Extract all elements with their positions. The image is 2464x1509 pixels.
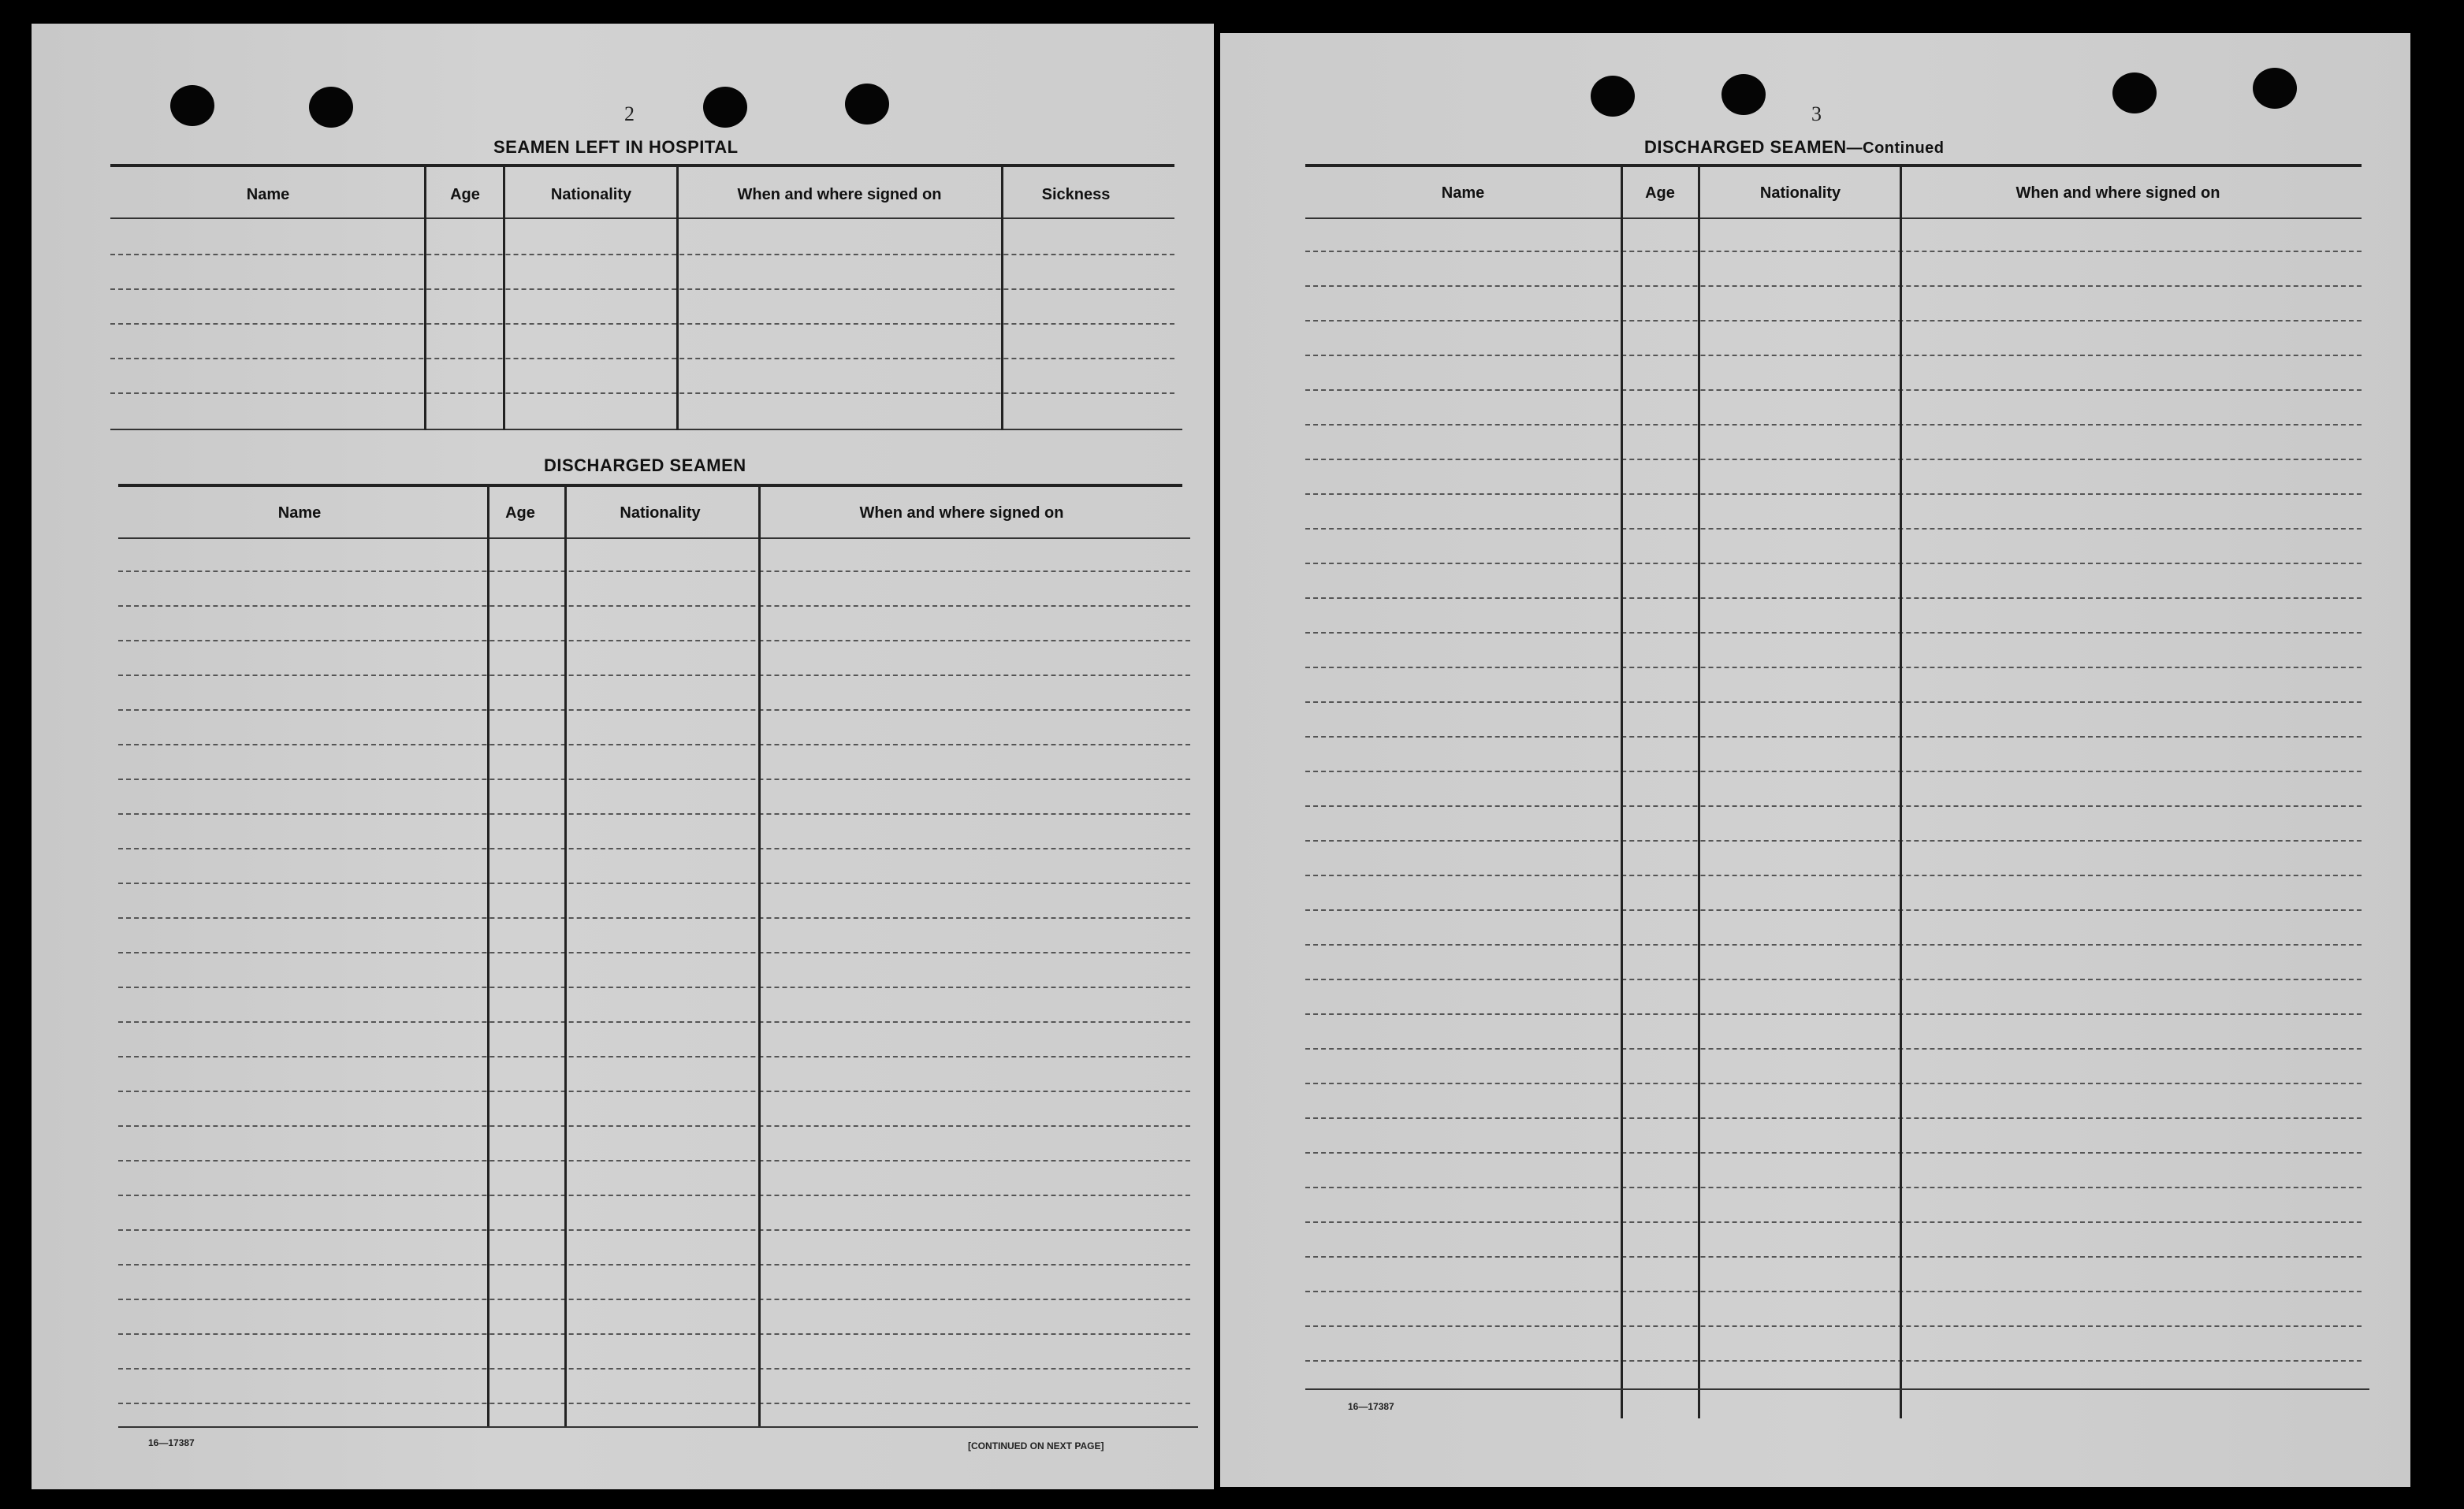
table-row (1305, 701, 2362, 703)
punch-hole (1591, 76, 1635, 117)
table-row (1305, 667, 2362, 668)
punch-hole (1721, 74, 1766, 115)
table-row (1305, 979, 2362, 980)
table-row (118, 1333, 1190, 1335)
table-row (1305, 459, 2362, 460)
table-row (1305, 909, 2362, 911)
table-row (1305, 944, 2362, 946)
table-row (118, 1299, 1190, 1300)
table-row (1305, 1117, 2362, 1119)
table-row (118, 571, 1190, 572)
col-header-age: Age (450, 186, 480, 203)
table-row (118, 1091, 1190, 1092)
table-row (1305, 1187, 2362, 1188)
col-header-nationality: Nationality (620, 504, 701, 522)
column-divider (503, 165, 505, 430)
column-divider (564, 485, 567, 1428)
table-row (118, 917, 1190, 919)
col-header-name: Name (1441, 184, 1485, 202)
table-row (118, 1021, 1190, 1023)
title-text: DISCHARGED SEAMEN (1644, 137, 1847, 157)
discharged-continued-title (1644, 137, 1945, 158)
table-bottom-rule (1305, 1388, 2369, 1390)
punch-hole (170, 85, 214, 126)
table-row (1305, 597, 2362, 599)
left-page (32, 24, 1214, 1489)
table-row (1305, 285, 2362, 287)
page-number: 3 (1811, 102, 1822, 125)
col-header-age: Age (1645, 184, 1675, 202)
table-row (1305, 736, 2362, 738)
punch-hole (2253, 68, 2297, 109)
punch-hole (2112, 72, 2157, 113)
table-row (110, 288, 1174, 290)
table-row (118, 952, 1190, 953)
header-rule (1305, 217, 2362, 219)
col-header-name: Name (246, 186, 290, 203)
table-row (118, 848, 1190, 849)
table-row (1305, 1360, 2362, 1362)
header-rule (110, 217, 1174, 219)
table-row (118, 605, 1190, 607)
column-divider (424, 165, 426, 430)
table-bottom-rule (110, 429, 1182, 430)
table-top-rule (1305, 164, 2362, 167)
table-row (1305, 1291, 2362, 1292)
table-row (118, 779, 1190, 780)
discharged-section-title: DISCHARGED SEAMEN (544, 455, 746, 475)
column-divider (1621, 165, 1623, 1418)
table-row (118, 1160, 1190, 1161)
hospital-section-title: SEAMEN LEFT IN HOSPITAL (493, 137, 739, 157)
table-row (1305, 1083, 2362, 1084)
table-row (1305, 563, 2362, 564)
col-header-nationality: Nationality (1759, 184, 1841, 202)
continued-note: [CONTINUED ON NEXT PAGE] (968, 1440, 1104, 1451)
column-divider (1001, 165, 1003, 430)
table-row (1305, 1048, 2362, 1050)
table-row (118, 813, 1190, 815)
col-header-when-where: When and where signed on (737, 186, 942, 203)
table-row (1305, 389, 2362, 391)
table-row (1305, 251, 2362, 252)
table-row (118, 709, 1190, 711)
punch-hole (703, 87, 747, 128)
table-row (110, 254, 1174, 255)
col-header-sickness: Sickness (1041, 186, 1111, 203)
table-row (1305, 875, 2362, 876)
table-row (1305, 493, 2362, 495)
table-row (1305, 1256, 2362, 1258)
table-row (110, 358, 1174, 359)
col-header-age: Age (505, 504, 535, 522)
column-divider (1698, 165, 1700, 1418)
table-row (1305, 771, 2362, 772)
table-row (118, 1125, 1190, 1127)
table-row (110, 323, 1174, 325)
punch-hole (845, 84, 889, 125)
table-row (118, 1229, 1190, 1231)
table-row (118, 883, 1190, 884)
table-row (118, 675, 1190, 676)
table-row (1305, 424, 2362, 426)
page-number: 2 (624, 102, 635, 125)
column-divider (1900, 165, 1902, 1418)
table-row (1305, 1013, 2362, 1015)
table-row (1305, 805, 2362, 807)
table-row (1305, 320, 2362, 321)
table-bottom-rule (118, 1426, 1198, 1428)
table-row (118, 1056, 1190, 1057)
column-divider (758, 485, 761, 1428)
table-top-rule (110, 164, 1174, 167)
header-rule (118, 537, 1190, 539)
table-row (118, 1195, 1190, 1196)
col-header-when-where: When and where signed on (859, 504, 1064, 522)
table-row (1305, 528, 2362, 530)
table-row (1305, 632, 2362, 634)
table-row (1305, 1325, 2362, 1327)
table-row (1305, 1221, 2362, 1223)
column-divider (487, 485, 489, 1428)
table-row (118, 1264, 1190, 1266)
col-header-when-where: When and where signed on (2015, 184, 2220, 202)
punch-hole (309, 87, 353, 128)
form-number: 16—17387 (148, 1437, 195, 1448)
column-divider (676, 165, 679, 430)
table-row (118, 1368, 1190, 1370)
col-header-name: Name (277, 504, 322, 522)
title-suffix: —Continued (1846, 139, 1945, 157)
table-row (118, 1403, 1190, 1404)
table-row (118, 987, 1190, 988)
table-row (1305, 355, 2362, 356)
table-row (118, 640, 1190, 641)
table-row (1305, 1152, 2362, 1154)
right-page (1220, 33, 2410, 1487)
table-row (110, 392, 1174, 394)
table-row (1305, 840, 2362, 842)
form-number: 16—17387 (1348, 1401, 1394, 1412)
table-top-rule (118, 484, 1182, 487)
col-header-nationality: Nationality (550, 186, 632, 203)
table-row (118, 744, 1190, 745)
